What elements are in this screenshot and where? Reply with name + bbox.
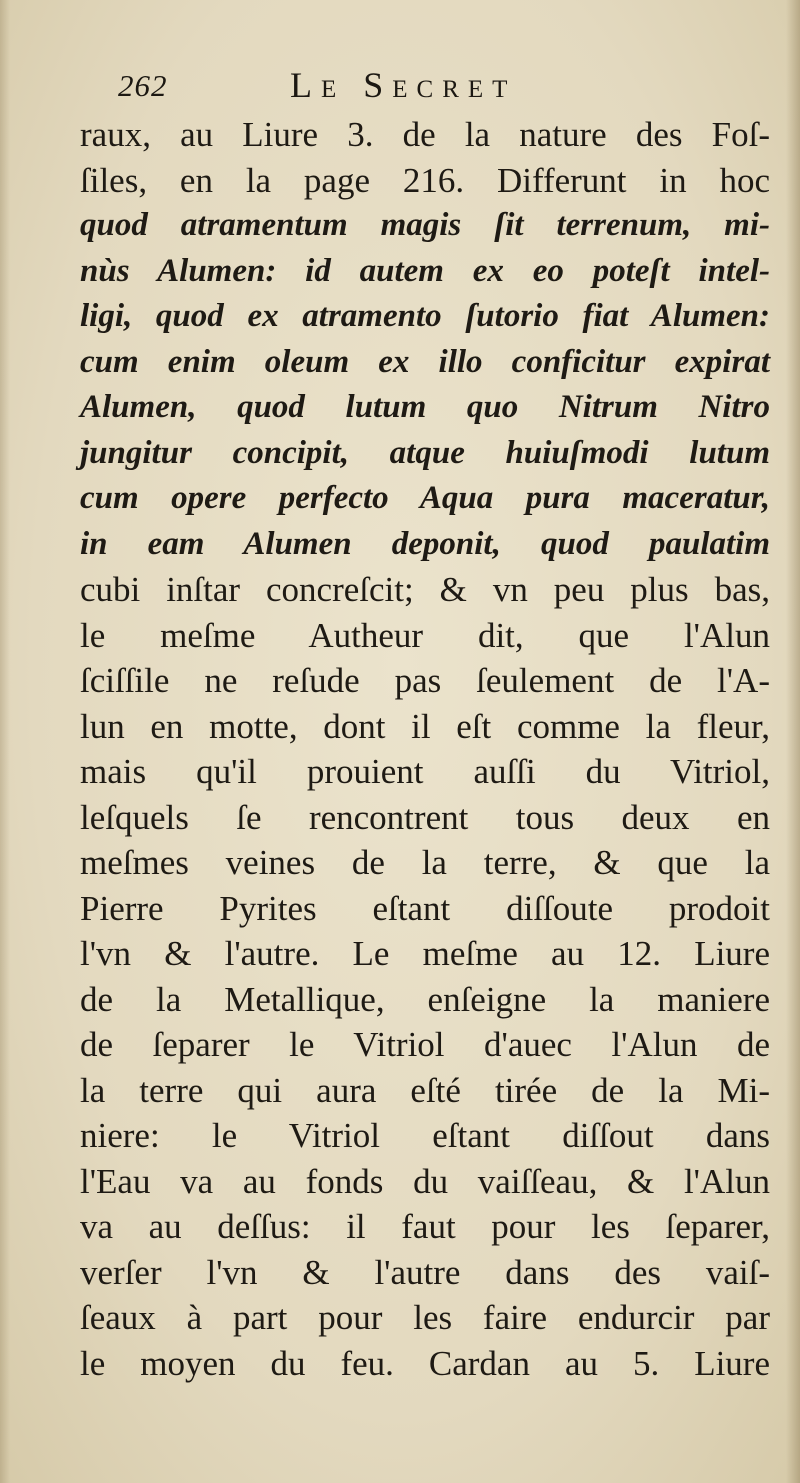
text-line: lun en motte, dont il eſt comme la fleur, bbox=[80, 706, 770, 746]
page-number: 262 bbox=[118, 68, 168, 103]
text-line: ligi, quod ex atramento ſutorio fiat Alumen: bbox=[80, 298, 770, 334]
text-line: ſeaux à part pour les faire endurcir par bbox=[80, 1298, 770, 1337]
text-line: raux, au Liure 3. de la nature des Foſ- bbox=[80, 115, 770, 154]
text-line: in eam Alumen deponit, quod paulatim bbox=[80, 525, 770, 562]
text-line: quod atramentum magis ſit terrenum, mi- bbox=[80, 207, 770, 243]
text-line: le meſme Autheur dit, que l'Alun bbox=[80, 615, 770, 655]
text-line: ſiles, en la page 216. Differunt in hoc bbox=[80, 160, 770, 200]
text-line: niere: le Vitriol eſtant diſſout dans bbox=[80, 1116, 770, 1155]
text-line: verſer l'vn & l'autre dans des vaiſ- bbox=[80, 1252, 770, 1292]
text-line: meſmes veines de la terre, & que la bbox=[80, 843, 770, 882]
page-header bbox=[118, 64, 718, 108]
text-line: ſciſſile ne reſude pas ſeulement de l'A- bbox=[80, 661, 770, 700]
page-right-shadow bbox=[786, 0, 800, 1483]
text-line: nùs Alumen: id autem ex eo poteſt intel- bbox=[80, 252, 770, 289]
running-title: Le Secret bbox=[290, 65, 517, 105]
text-line: de ſeparer le Vitriol d'auec l'Alun de bbox=[80, 1025, 770, 1064]
text-line: leſquels ſe rencontrent tous deux en bbox=[80, 797, 770, 837]
text-line: la terre qui aura eſté tirée de la Mi- bbox=[80, 1070, 770, 1110]
text-line: mais qu'il prouient auſſi du Vitriol, bbox=[80, 752, 770, 791]
text-line: de la Metallique, enſeigne la maniere bbox=[80, 979, 770, 1019]
text-line: va au deſſus: il faut pour les ſeparer, bbox=[80, 1207, 770, 1246]
page-left-shadow bbox=[0, 0, 10, 1483]
text-line: le moyen du feu. Cardan au 5. Liure bbox=[80, 1343, 770, 1383]
text-line: Pierre Pyrites eſtant diſſoute prodoit bbox=[80, 888, 770, 928]
text-line: cum enim oleum ex illo conficitur expirat bbox=[80, 343, 770, 380]
text-line: l'Eau va au fonds du vaiſſeau, & l'Alun bbox=[80, 1161, 770, 1201]
text-line: jungitur concipit, atque huiuſmodi lutum bbox=[80, 434, 770, 471]
body-text bbox=[80, 112, 770, 1386]
text-line: Alumen, quod lutum quo Nitrum Nitro bbox=[80, 389, 770, 425]
text-line: cubi inſtar concreſcit; & vn peu plus bas, bbox=[80, 570, 770, 609]
text-line: cum opere perfecto Aqua pura maceratur, bbox=[80, 480, 770, 516]
text-line: l'vn & l'autre. Le meſme au 12. Liure bbox=[80, 934, 770, 973]
